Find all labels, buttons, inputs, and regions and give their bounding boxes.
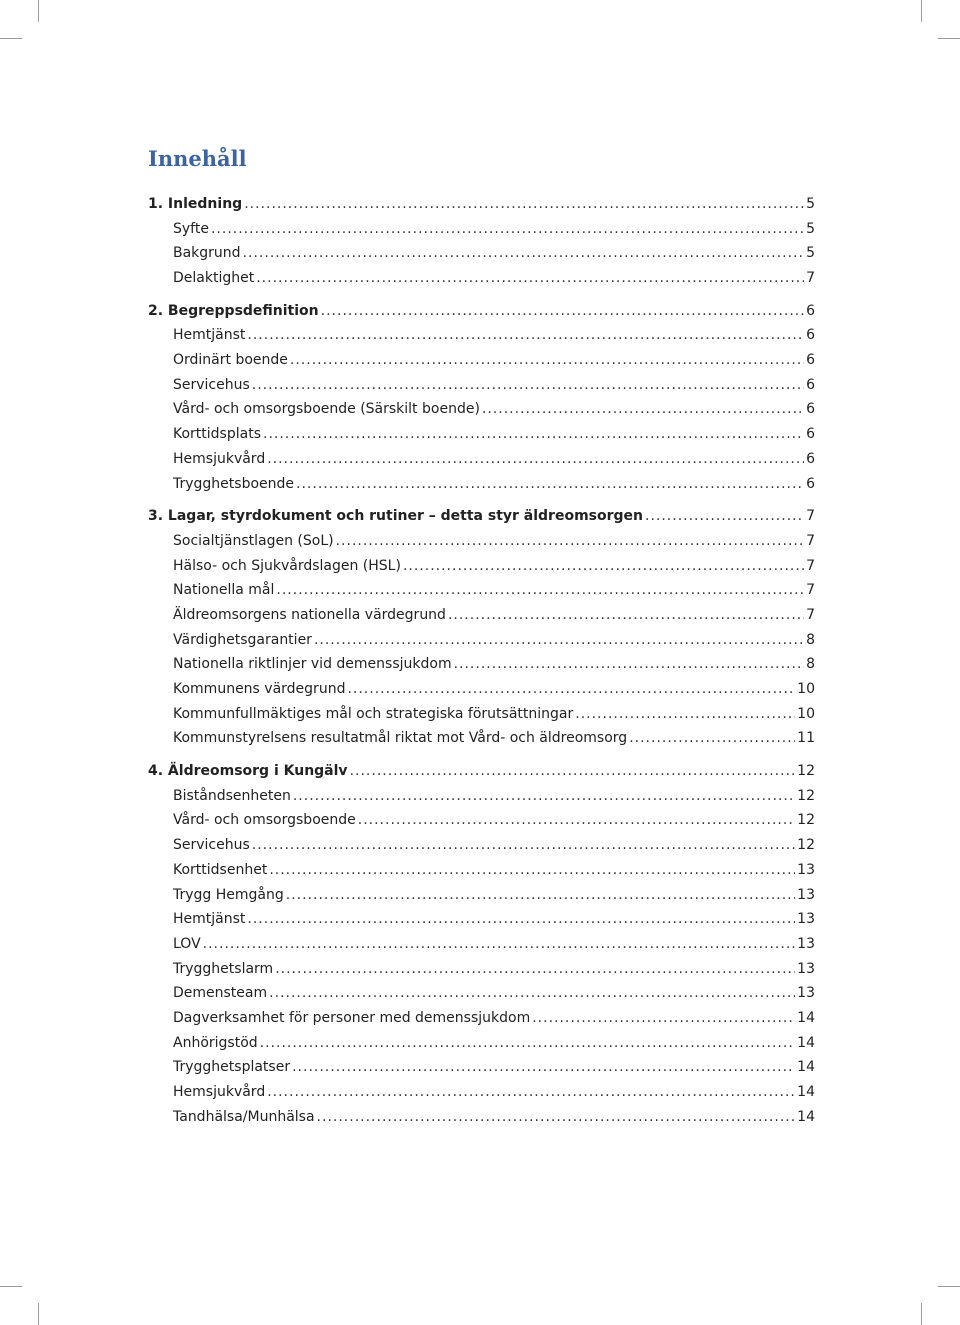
toc-page-number: 13 (797, 861, 815, 878)
dot-leader (350, 759, 796, 784)
toc-page-number: 10 (797, 705, 815, 722)
toc-page-number: 8 (806, 656, 815, 673)
table-of-contents (148, 144, 815, 1129)
crop-mark (921, 1303, 922, 1325)
toc-page-number: 5 (806, 245, 815, 262)
dot-leader (292, 1055, 795, 1080)
toc-entry-label: Demensteam (173, 985, 268, 1002)
toc-subsection-entry[interactable] (148, 554, 815, 579)
toc-page-number: 5 (806, 220, 815, 237)
toc-subsection-entry[interactable] (148, 447, 815, 472)
toc-page-number: 14 (797, 1084, 815, 1101)
toc-subsection-entry[interactable] (148, 472, 815, 497)
toc-page-number: 11 (797, 730, 815, 747)
toc-page-number: 13 (797, 935, 815, 952)
toc-entry-label: Nationella mål (173, 582, 275, 599)
toc-subsection-entry[interactable] (148, 348, 815, 373)
toc-entry-label: Bakgrund (173, 245, 241, 262)
dot-leader (448, 603, 804, 628)
toc-page-number: 12 (797, 837, 815, 854)
toc-entry-label: 4. Äldreomsorg i Kungälv (148, 763, 348, 780)
toc-title: Innehåll (148, 146, 247, 171)
toc-entry-label: Hemtjänst (173, 327, 246, 344)
toc-page-number: 13 (797, 985, 815, 1002)
toc-page-number: 6 (806, 401, 815, 418)
dot-leader (267, 1080, 795, 1105)
toc-entry-label: Servicehus (173, 376, 250, 393)
dot-leader (244, 192, 804, 217)
toc-page-number: 12 (797, 763, 815, 780)
toc-entry-label: Kommunfullmäktiges mål och strategiska förutsättningar (173, 705, 574, 722)
toc-page-number: 14 (797, 1059, 815, 1076)
toc-page-number: 7 (806, 270, 815, 287)
toc-entry-label: Trygghetsplatser (173, 1059, 291, 1076)
toc-entry-label: Dagverksamhet för personer med demenssjukdom (173, 1009, 531, 1026)
toc-subsection-entry[interactable] (148, 628, 815, 653)
toc-subsection-entry[interactable] (148, 398, 815, 423)
toc-subsection-entry[interactable] (148, 702, 815, 727)
toc-entry-label: LOV (173, 935, 201, 952)
toc-subsection-entry[interactable] (148, 957, 815, 982)
dot-leader (269, 981, 795, 1006)
toc-subsection-entry[interactable] (148, 422, 815, 447)
toc-page-number: 14 (797, 1034, 815, 1051)
toc-subsection-entry[interactable] (148, 1105, 815, 1130)
dot-leader (286, 883, 795, 908)
crop-mark (921, 0, 922, 22)
dot-leader (314, 628, 804, 653)
toc-entry-label: Korttidsplats (173, 426, 261, 443)
toc-entry-label: Hemsjukvård (173, 1084, 266, 1101)
toc-page-number: 7 (806, 557, 815, 574)
toc-subsection-entry[interactable] (148, 981, 815, 1006)
crop-mark (38, 0, 39, 22)
toc-page-number: 6 (806, 450, 815, 467)
toc-entry-label: Kommunstyrelsens resultatmål riktat mot Vård- och äldreomsorg (173, 730, 628, 747)
toc-entries (148, 192, 815, 1129)
toc-page-number: 8 (806, 631, 815, 648)
toc-subsection-entry[interactable] (148, 603, 815, 628)
toc-subsection-entry[interactable] (148, 266, 815, 291)
crop-mark (0, 1286, 22, 1287)
toc-page-number: 13 (797, 886, 815, 903)
toc-subsection-entry[interactable] (148, 883, 815, 908)
dot-leader (276, 578, 804, 603)
toc-page-number: 10 (797, 681, 815, 698)
toc-page-number: 6 (806, 302, 815, 319)
dot-leader (336, 529, 804, 554)
dot-leader (269, 858, 795, 883)
toc-page-number: 12 (797, 812, 815, 829)
toc-subsection-entry[interactable] (148, 323, 815, 348)
toc-subsection-entry[interactable] (148, 726, 815, 751)
dot-leader (256, 266, 804, 291)
toc-entry-label: Biståndsenheten (173, 787, 291, 804)
toc-subsection-entry[interactable] (148, 217, 815, 242)
dot-leader (296, 472, 804, 497)
toc-page-number: 7 (806, 582, 815, 599)
dot-leader (211, 217, 804, 242)
toc-page-number: 13 (797, 960, 815, 977)
toc-subsection-entry[interactable] (148, 529, 815, 554)
toc-page-number: 7 (806, 606, 815, 623)
toc-subsection-entry[interactable] (148, 1055, 815, 1080)
crop-mark (938, 38, 960, 39)
toc-section-entry[interactable] (148, 504, 815, 529)
toc-page-number: 12 (797, 787, 815, 804)
toc-entry-label: Nationella riktlinjer vid demenssjukdom (173, 656, 452, 673)
toc-page-number: 6 (806, 426, 815, 443)
toc-page-number: 6 (806, 475, 815, 492)
dot-leader (482, 397, 804, 422)
toc-subsection-entry[interactable] (148, 784, 815, 809)
toc-entry-label: Tandhälsa/Munhälsa (173, 1108, 315, 1125)
dot-leader (317, 1105, 796, 1130)
dot-leader (347, 677, 795, 702)
toc-section-entry[interactable] (148, 759, 815, 784)
toc-entry-label: Äldreomsorgens nationella värdegrund (173, 606, 446, 623)
toc-entry-label: 3. Lagar, styrdokument och rutiner – detta styr äldreomsorgen (148, 508, 643, 525)
toc-entry-label: Korttidsenhet (173, 861, 268, 878)
dot-leader (532, 1006, 795, 1031)
toc-subsection-entry[interactable] (148, 1006, 815, 1031)
dot-leader (267, 447, 804, 472)
dot-leader (203, 932, 796, 957)
toc-section-entry[interactable] (148, 192, 815, 217)
toc-entry-label: Trygghetsboende (173, 475, 295, 492)
dot-leader (252, 373, 804, 398)
toc-page-number: 5 (806, 195, 815, 212)
toc-subsection-entry[interactable] (148, 858, 815, 883)
toc-entry-label: Syfte (173, 220, 209, 237)
toc-subsection-entry[interactable] (148, 809, 815, 834)
dot-leader (260, 1031, 796, 1056)
toc-entry-label: Vård- och omsorgsboende (173, 812, 356, 829)
toc-entry-label: Socialtjänstlagen (SoL) (173, 532, 334, 549)
toc-subsection-entry[interactable] (148, 578, 815, 603)
crop-mark (38, 1303, 39, 1325)
toc-entry-label: Delaktighet (173, 270, 255, 287)
toc-entry-label: Kommunens värdegrund (173, 681, 346, 698)
toc-page-number: 7 (806, 532, 815, 549)
toc-page-number: 6 (806, 376, 815, 393)
toc-subsection-entry[interactable] (148, 833, 815, 858)
toc-entry-label: 1. Inledning (148, 195, 243, 212)
toc-entry-label: Hemsjukvård (173, 450, 266, 467)
toc-entry-label: Hälso- och Sjukvårdslagen (HSL) (173, 557, 401, 574)
toc-subsection-entry[interactable] (148, 677, 815, 702)
dot-leader (263, 422, 804, 447)
dot-leader (645, 504, 804, 529)
crop-mark (0, 38, 22, 39)
toc-entry-label: Servicehus (173, 837, 250, 854)
toc-page-number: 14 (797, 1108, 815, 1125)
toc-subsection-entry[interactable] (148, 932, 815, 957)
toc-page-number: 6 (806, 327, 815, 344)
toc-subsection-entry[interactable] (148, 652, 815, 677)
toc-entry-label: Ordinärt boende (173, 352, 288, 369)
dot-leader (247, 323, 804, 348)
dot-leader (252, 833, 795, 858)
toc-entry-label: Vård- och omsorgsboende (Särskilt boende) (173, 401, 480, 418)
toc-page-number: 7 (806, 508, 815, 525)
dot-leader (275, 957, 795, 982)
dot-leader (293, 784, 795, 809)
dot-leader (243, 241, 805, 266)
dot-leader (321, 299, 804, 324)
toc-subsection-entry[interactable] (148, 907, 815, 932)
toc-entry-label: Trygghetslarm (173, 960, 274, 977)
toc-subsection-entry[interactable] (148, 241, 815, 266)
toc-section-entry[interactable] (148, 299, 815, 324)
toc-entry-label: Värdighetsgarantier (173, 631, 312, 648)
dot-leader (247, 907, 795, 932)
crop-mark (938, 1286, 960, 1287)
toc-entry-label: Hemtjänst (173, 911, 246, 928)
toc-subsection-entry[interactable] (148, 1031, 815, 1056)
dot-leader (290, 348, 804, 373)
toc-page-number: 6 (806, 352, 815, 369)
toc-entry-label: Trygg Hemgång (173, 886, 284, 903)
dot-leader (575, 702, 795, 727)
toc-subsection-entry[interactable] (148, 373, 815, 398)
toc-page-number: 14 (797, 1009, 815, 1026)
toc-subsection-entry[interactable] (148, 1080, 815, 1105)
toc-entry-label: 2. Begreppsdefinition (148, 302, 319, 319)
toc-page-number: 13 (797, 911, 815, 928)
dot-leader (403, 554, 804, 579)
dot-leader (454, 652, 805, 677)
dot-leader (629, 726, 795, 751)
toc-entry-label: Anhörigstöd (173, 1034, 258, 1051)
dot-leader (358, 808, 795, 833)
